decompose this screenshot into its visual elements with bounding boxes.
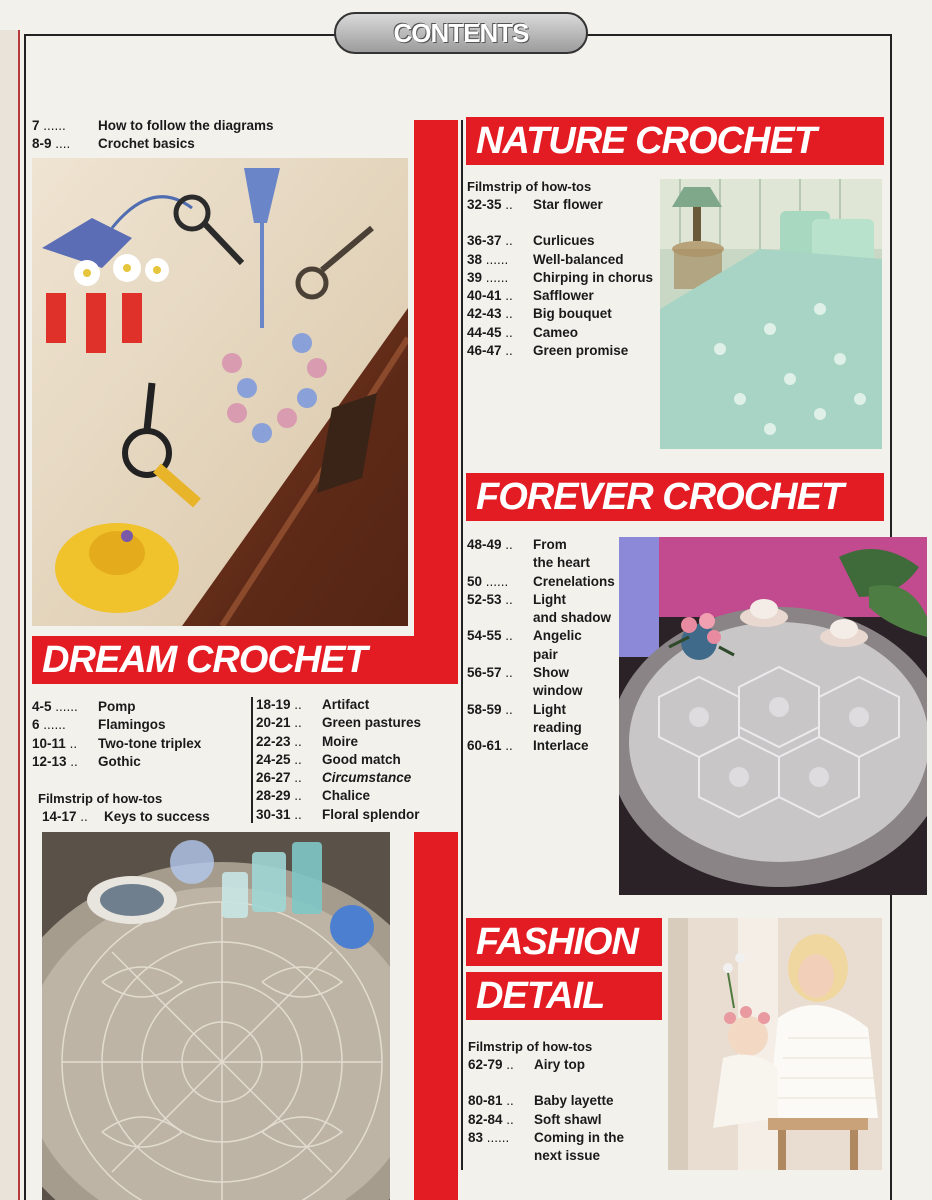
fashion-list xyxy=(468,1056,662,1165)
dream-list-col2 xyxy=(256,696,422,824)
list-item[interactable]: 60-61 .. Interlace xyxy=(467,738,589,754)
photo-table-doily xyxy=(619,537,927,895)
fashion-filmstrip-label: Filmstrip of how-tos xyxy=(468,1039,593,1054)
list-item[interactable]: 50 ...... Crenelations xyxy=(467,573,615,589)
list-item[interactable]: 20-21 .. Green pastures xyxy=(256,715,422,731)
dream-filmstrip-list xyxy=(42,808,252,826)
list-item[interactable]: 62-79 .. Airy top xyxy=(468,1057,586,1072)
list-item[interactable]: 52-53 .. Light and shadow xyxy=(467,591,612,626)
photo-mother-baby xyxy=(668,918,882,1170)
frame-left-rule xyxy=(24,34,26,1200)
list-item[interactable]: 42-43 .. Big bouquet xyxy=(467,306,612,322)
dream-filmstrip-label: Filmstrip of how-tos xyxy=(38,791,163,806)
list-item[interactable]: 18-19 .. Artifact xyxy=(256,697,370,712)
list-item[interactable]: 8-9 .... Crochet basics xyxy=(32,136,195,152)
forever-list xyxy=(467,536,617,756)
list-item[interactable]: 12-13 .. Gothic xyxy=(32,753,141,769)
dream-list-col1 xyxy=(32,698,252,771)
center-red-bar-top xyxy=(414,120,458,636)
list-item[interactable]: 80-81 .. Baby layette xyxy=(468,1093,614,1109)
section-header-forever: FOREVER CROCHET xyxy=(466,473,884,521)
intro-list xyxy=(32,117,402,154)
list-item[interactable]: 58-59 .. Light reading xyxy=(467,701,582,735)
list-item[interactable]: 82-84 .. Soft shawl xyxy=(468,1111,602,1127)
photo-key-charms xyxy=(32,158,408,626)
center-red-bar-bottom xyxy=(414,832,458,1200)
list-item[interactable]: 39 ...... Chirping in chorus xyxy=(467,269,653,285)
page-title-badge xyxy=(334,12,588,54)
list-item[interactable]: 10-11 .. Two-tone triplex xyxy=(32,735,202,751)
section-header-dream: DREAM CROCHET xyxy=(32,636,458,684)
list-item[interactable]: 44-45 .. Cameo xyxy=(467,324,579,340)
list-item[interactable]: 28-29 .. Chalice xyxy=(256,788,371,804)
photo-bedspread xyxy=(660,179,882,449)
list-item[interactable]: 38 ...... Well-balanced xyxy=(467,251,624,267)
list-item[interactable]: 22-23 .. Moire xyxy=(256,733,359,749)
section-header-nature: NATURE CROCHET xyxy=(466,117,884,165)
list-item[interactable]: 36-37 .. Curlicues xyxy=(467,233,595,249)
center-divider xyxy=(461,120,463,1170)
list-item[interactable]: 7 ...... How to follow the diagrams xyxy=(32,118,274,133)
nature-filmstrip-label: Filmstrip of how-tos xyxy=(467,179,592,194)
list-item[interactable]: 56-57 .. Show window xyxy=(467,665,583,699)
list-item[interactable]: 54-55 .. Angelic pair xyxy=(467,628,582,662)
list-item[interactable]: 83 ...... Coming in the next issue xyxy=(468,1129,624,1164)
page-title: CONTENTS xyxy=(393,17,529,48)
list-item[interactable]: 24-25 .. Good match xyxy=(256,751,401,767)
nature-list xyxy=(467,196,657,360)
list-item[interactable]: 30-31 .. Floral splendor xyxy=(256,806,420,822)
section-header-fashion-line1: FASHION xyxy=(466,918,662,966)
section-header-fashion-line2: DETAIL xyxy=(466,972,662,1020)
list-item[interactable]: 48-49 .. From the heart xyxy=(467,537,591,571)
list-item[interactable]: 14-17 .. Keys to success xyxy=(42,809,210,824)
dream-column-divider xyxy=(251,697,253,823)
list-item[interactable]: 26-27 .. Circumstance xyxy=(256,770,412,786)
list-item[interactable]: 32-35 .. Star flower xyxy=(467,197,603,212)
list-item[interactable]: 46-47 .. Green promise xyxy=(467,343,629,359)
list-item[interactable]: 40-41 .. Safflower xyxy=(467,288,594,304)
list-item[interactable]: 4-5 ...... Pomp xyxy=(32,699,136,714)
photo-lace-tablecloth xyxy=(42,832,390,1200)
list-item[interactable]: 6 ...... Flamingos xyxy=(32,717,166,733)
binding-edge xyxy=(0,30,20,1200)
